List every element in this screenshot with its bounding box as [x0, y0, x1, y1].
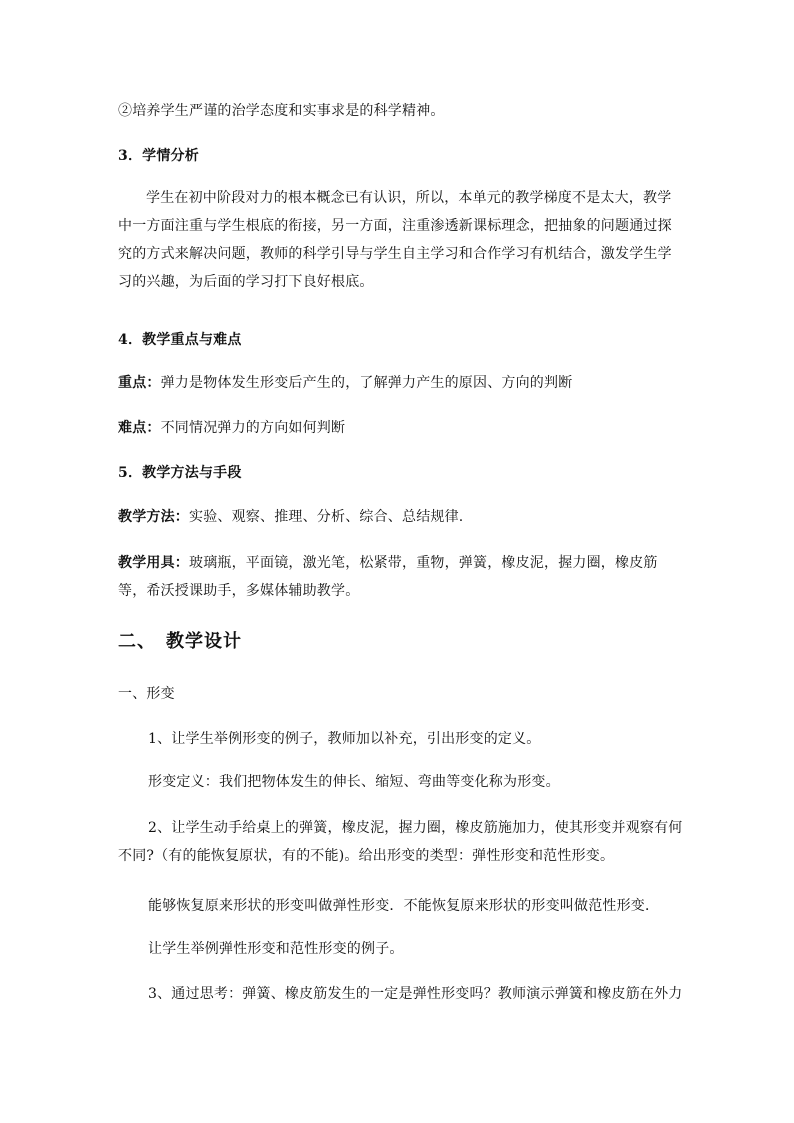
- objective-line: ②培养学生严谨的治学态度和实事求是的科学精神。: [118, 103, 445, 119]
- tools-paragraph: [118, 549, 684, 605]
- tools-label: 教学用具：: [118, 555, 189, 571]
- key-point-text: 弹力是物体发生形变后产生的，了解弹力产生的原因、方向的判断: [160, 375, 573, 391]
- method-line: [118, 507, 684, 527]
- heading-student-analysis: 3．学情分析: [118, 148, 199, 164]
- student-analysis-paragraph: 学生在初中阶段对力的根本概念已有认识，所以，本单元的教学梯度不是太大，教学中一方面注重与学生根底的衔接，另一方面，注重渗透新课标理念，把抽象的问题通过探究的方式来解决问题，教师的科学引导与学生自主学习和合作学习有机结合，激发学生学习的兴趣，为后面的学习打下良好根底。: [118, 190, 672, 290]
- step-2: 2、让学生动手给桌上的弹簧，橡皮泥，握力圈，橡皮筋施加力，使其形变并观察有何不同?（有的能恢复原状，有的不能)。给出形变的类型：弹性形变和范性形变。: [118, 820, 683, 864]
- step-1: 1、让学生举例形变的例子，教师加以补充，引出形变的定义。: [148, 731, 541, 747]
- key-point-label: 重点：: [118, 375, 161, 391]
- difficulty-text: 不同情况弹力的方向如何判断: [160, 420, 346, 436]
- subsection-deformation: 一、形变: [118, 686, 175, 702]
- tools-text: 玻璃瓶，平面镜，激光笔，松紧带，重物，弹簧，橡皮泥，握力圈，橡皮筋等，希沃授课助手，多媒体辅助教学。: [118, 555, 658, 599]
- elastic-definition: 能够恢复原来形状的形变叫做弹性形变．不能恢复原来形状的形变叫做范性形变．: [148, 898, 660, 914]
- deformation-definition: 形变定义：我们把物体发生的伸长、缩短、弯曲等变化称为形变。: [148, 774, 560, 790]
- step-3: 3、通过思考：弹簧、橡皮筋发生的一定是弹性形变吗？教师演示弹簧和橡皮筋在外力: [148, 986, 683, 1002]
- difficulty-label: 难点：: [118, 420, 161, 436]
- examples-line: 让学生举例弹性形变和范性形变的例子。: [148, 941, 404, 957]
- key-point-line: [118, 373, 684, 393]
- heading-methods: 5．教学方法与手段: [118, 465, 242, 481]
- method-text: 实验、观察、推理、分析、综合、总结规律.: [189, 509, 464, 525]
- heading-key-points: 4．教学重点与难点: [118, 332, 242, 348]
- method-label: 教学方法：: [118, 509, 189, 525]
- section-teaching-design: 二、 教学设计: [118, 631, 242, 652]
- difficulty-line: [118, 418, 684, 438]
